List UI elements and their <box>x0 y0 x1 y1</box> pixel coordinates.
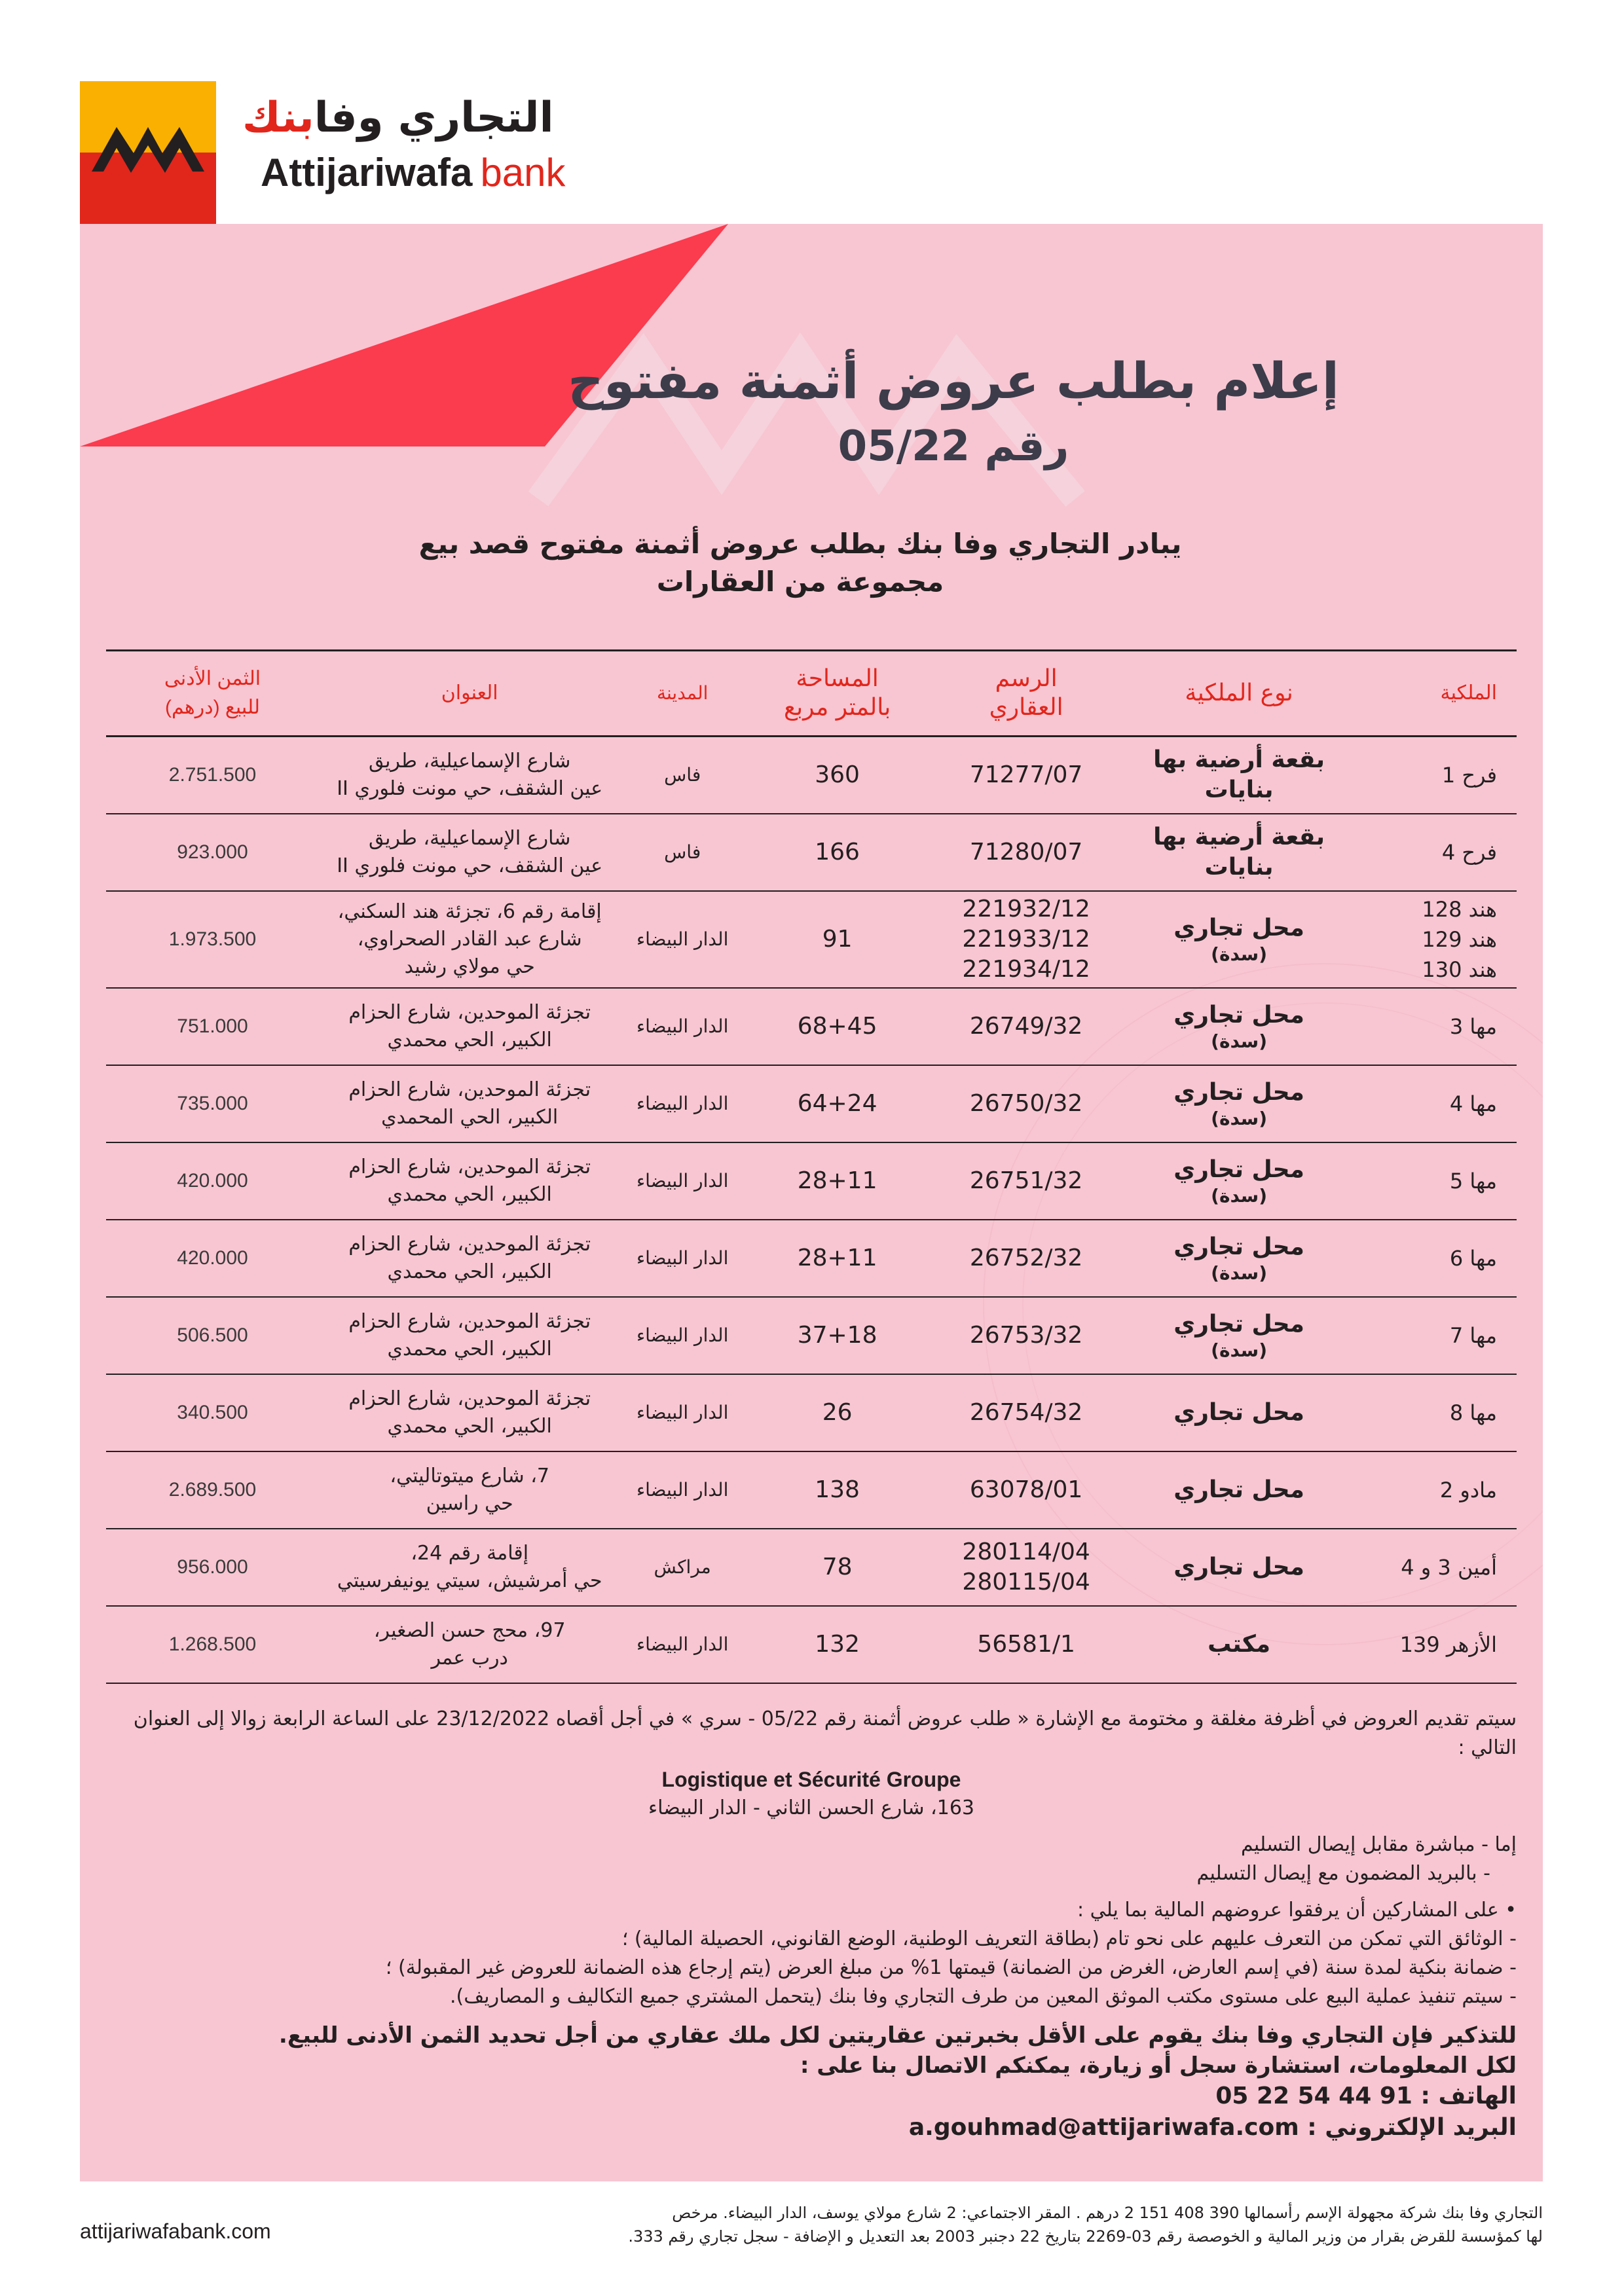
cell-price: 340.500 <box>106 1374 319 1451</box>
cell-area: 37+18 <box>745 1297 930 1374</box>
table-row <box>106 988 1517 1065</box>
cell-city: الدار البيضاء <box>620 1220 745 1297</box>
cell-type: محل تجاري <box>1122 1529 1356 1606</box>
cell-price: 420.000 <box>106 1142 319 1220</box>
cell-type: محل تجاري (سدة) <box>1122 1297 1356 1374</box>
legal-line-1: التجاري وفا بنك شركة مجهولة الإسم رأسمالها 390 408 151 2 درهم . المقر الاجتماعي: 2 شارع مولاي يوسف، الدار البيضاء. مرخص <box>672 2204 1543 2222</box>
cell-area: 138 <box>745 1451 930 1529</box>
cell-area: 91 <box>745 891 930 988</box>
cell-type: محل تجاري (سدة) <box>1122 1220 1356 1297</box>
header-address: العنوان <box>319 651 620 737</box>
phone-number[interactable]: 05 22 54 44 91 <box>1215 2083 1412 2109</box>
cell-address: إقامة رقم 24، حي أمرشيش، سيتي يونيفرسيتي <box>319 1529 620 1606</box>
cell-price: 735.000 <box>106 1065 319 1142</box>
intro-line-1: يبادر التجاري وفا بنك بطلب عروض أثمنة مفتوح قصد بيع <box>418 528 1182 560</box>
cell-mulk: مها 7 <box>1356 1297 1517 1374</box>
cell-address: تجزئة الموحدين، شارع الحزام الكبير، الحي محمدي <box>319 1220 620 1297</box>
cell-address: إقامة رقم 6، تجزئة هند السكني، شارع عبد القادر الصحراوي، حي مولاي رشيد <box>319 891 620 988</box>
cell-type: محل تجاري (سدة) <box>1122 988 1356 1065</box>
cell-city: الدار البيضاء <box>620 891 745 988</box>
table-row <box>106 1606 1517 1683</box>
cell-address: تجزئة الموحدين، شارع الحزام الكبير، الحي المحمدي <box>319 1065 620 1142</box>
table-header-row <box>106 651 1517 737</box>
table-row <box>106 1297 1517 1374</box>
cell-mulk: مها 4 <box>1356 1065 1517 1142</box>
cell-area: 26 <box>745 1374 930 1451</box>
department-name: Logistique et Sécurité Groupe <box>661 1768 961 1791</box>
cell-address: تجزئة الموحدين، شارع الحزام الكبير، الحي محمدي <box>319 1374 620 1451</box>
cell-mulk: مها 5 <box>1356 1142 1517 1220</box>
attijariwafa-logo <box>80 81 216 224</box>
cell-city: فاس <box>620 814 745 891</box>
brand-latin-bank: bank <box>480 151 566 194</box>
announcement-panel <box>80 224 1543 2181</box>
brand-arabic-text: التجاري وفا <box>314 94 554 142</box>
cell-city: الدار البيضاء <box>620 1142 745 1220</box>
cell-address: 97، محج حسن الصغير، درب عمر <box>319 1606 620 1683</box>
cell-city: الدار البيضاء <box>620 1065 745 1142</box>
submission-line-2: التالي : <box>1458 1736 1517 1759</box>
cell-ref: 26753/32 <box>930 1297 1122 1374</box>
requirement-item: - سيتم تنفيذ عملية البيع على مستوى مكتب الموثق المعين من طرف التجاري وفا بنك (يتحمل المشتري جميع التكاليف و المصاريف). <box>450 1985 1517 2008</box>
cell-mulk: أمين 3 و 4 <box>1356 1529 1517 1606</box>
cell-ref: 71280/07 <box>930 814 1122 891</box>
cell-mulk: الأزهر 139 <box>1356 1606 1517 1683</box>
cell-city: فاس <box>620 737 745 814</box>
cell-mulk: هند 128 هند 129 هند 130 <box>1356 891 1517 988</box>
cell-price: 420.000 <box>106 1220 319 1297</box>
cell-address: شارع الإسماعيلية، طريق عين الشقف، حي مونت فلوري II <box>319 737 620 814</box>
cell-price: 1.268.500 <box>106 1606 319 1683</box>
legal-notice <box>393 2201 1543 2248</box>
website-link[interactable]: attijariwafabank.com <box>80 2219 271 2243</box>
table-row <box>106 814 1517 891</box>
requirement-item: - ضمانة بنكية لمدة سنة (في إسم العارض، الغرض من الضمانة) قيمتها 1% من مبلغ العرض (يتم إرجاع هذه الضمانة للعروض غير المقبولة) ؛ <box>385 1956 1517 1979</box>
table-row <box>106 1374 1517 1451</box>
cell-city: الدار البيضاء <box>620 1297 745 1374</box>
cell-ref: 26751/32 <box>930 1142 1122 1220</box>
cell-ref: 26752/32 <box>930 1220 1122 1297</box>
cell-type: محل تجاري (سدة) <box>1122 891 1356 988</box>
page-title: إعلام بطلب عروض أثمنة مفتوح <box>568 352 1339 410</box>
email-link[interactable]: a.gouhmad@attijariwafa.com <box>908 2114 1299 2141</box>
cell-mulk: فرح 4 <box>1356 814 1517 891</box>
cell-city: مراكش <box>620 1529 745 1606</box>
table-row <box>106 1220 1517 1297</box>
cell-city: الدار البيضاء <box>620 1606 745 1683</box>
cell-price: 506.500 <box>106 1297 319 1374</box>
cell-area: 78 <box>745 1529 930 1606</box>
cell-ref: 280114/04 280115/04 <box>930 1529 1122 1606</box>
cell-type: مكتب <box>1122 1606 1356 1683</box>
cell-address: تجزئة الموحدين، شارع الحزام الكبير، الحي محمدي <box>319 1297 620 1374</box>
cell-price: 2.689.500 <box>106 1451 319 1529</box>
submission-line-1: سيتم تقديم العروض في أظرفة مغلقة و مختومة مع الإشارة « طلب عروض أثمنة رقم 05/22 - سري » في أجل أقصاه 23/12/2022 على الساعة الرابعة زوالا إلى العنوان <box>133 1707 1517 1730</box>
phone-line <box>106 2081 1517 2112</box>
cell-type: محل تجاري <box>1122 1451 1356 1529</box>
cell-ref: 56581/1 <box>930 1606 1122 1683</box>
header-ref: الرسم العقاري <box>930 651 1122 737</box>
brand-latin-name <box>261 149 566 196</box>
phone-label: الهاتف : <box>1420 2083 1517 2109</box>
legal-line-2: لها كمؤسسة للقرض بقرار من وزير المالية و الخوصصة رقم 03-2269 بتاريخ 22 دجنبر 2003 بعد التعديل و الإضافة - سجل تجاري رقم 333. <box>628 2227 1543 2246</box>
cell-mulk: مها 6 <box>1356 1220 1517 1297</box>
cell-ref: 221932/12 221933/12 221934/12 <box>930 891 1122 988</box>
tender-number: رقم 05/22 <box>838 422 1069 471</box>
header-mulk: الملكية <box>1356 651 1517 737</box>
brand-arabic-bank: بنك <box>242 94 314 142</box>
header-city: المدينة <box>620 651 745 737</box>
cell-area: 28+11 <box>745 1142 930 1220</box>
cell-ref: 26749/32 <box>930 988 1122 1065</box>
cell-ref: 26754/32 <box>930 1374 1122 1451</box>
header-type: نوع الملكية <box>1122 651 1356 737</box>
cell-address: تجزئة الموحدين، شارع الحزام الكبير، الحي محمدي <box>319 1142 620 1220</box>
cell-area: 68+45 <box>745 988 930 1065</box>
intro-line-2: مجموعة من العقارات <box>656 566 944 598</box>
table-row <box>106 1529 1517 1606</box>
cell-city: الدار البيضاء <box>620 1451 745 1529</box>
cell-type: محل تجاري (سدة) <box>1122 1065 1356 1142</box>
cell-type: محل تجاري <box>1122 1374 1356 1451</box>
cell-type: بقعة أرضية بها بنايات <box>1122 814 1356 891</box>
cell-price: 751.000 <box>106 988 319 1065</box>
email-line <box>106 2112 1517 2143</box>
cell-mulk: مها 8 <box>1356 1374 1517 1451</box>
requirements-intro: • على المشاركين أن يرفقوا عروضهم المالية بما يلي : <box>1077 1899 1517 1922</box>
cell-area: 64+24 <box>745 1065 930 1142</box>
tender-conditions <box>106 1705 1517 2143</box>
requirement-item: - الوثائق التي تمكن من التعرف عليهم على نحو تام (بطاقة التعريف الوطنية، الوضع القانوني، الحصيلة المالية) ؛ <box>621 1927 1517 1950</box>
cell-ref: 26750/32 <box>930 1065 1122 1142</box>
brand-arabic-name <box>242 92 583 144</box>
cell-mulk: مها 3 <box>1356 988 1517 1065</box>
table-row <box>106 737 1517 814</box>
email-label: البريد الإلكتروني : <box>1307 2114 1517 2141</box>
cell-area: 132 <box>745 1606 930 1683</box>
cell-ref: 71277/07 <box>930 737 1122 814</box>
cell-price: 956.000 <box>106 1529 319 1606</box>
table-row <box>106 1142 1517 1220</box>
brand-latin-text: Attijariwafa <box>261 151 473 194</box>
delivery-option-1: إما - مباشرة مقابل إيصال التسليم <box>1240 1833 1517 1856</box>
reminder-text: للتذكير فإن التجاري وفا بنك يقوم على الأقل بخبرتين عقاريتين لكل ملك عقاري من أجل تحديد الثمن الأدنى للبيع. <box>278 2022 1517 2049</box>
info-text: لكل المعلومات، استشارة سجل أو زيارة، يمكنكم الاتصال بنا على : <box>800 2052 1517 2079</box>
cell-price: 1.973.500 <box>106 891 319 988</box>
delivery-option-2: - بالبريد المضمون مع إيصال التسليم <box>1196 1862 1490 1885</box>
properties-table <box>106 649 1517 1684</box>
cell-type: محل تجاري (سدة) <box>1122 1142 1356 1220</box>
intro-text <box>342 525 1259 601</box>
cell-address: 7، شارع ميتوتاليتي، حي راسين <box>319 1451 620 1529</box>
cell-city: الدار البيضاء <box>620 988 745 1065</box>
cell-mulk: فرح 1 <box>1356 737 1517 814</box>
cell-address: شارع الإسماعيلية، طريق عين الشقف، حي مونت فلوري II <box>319 814 620 891</box>
cell-city: الدار البيضاء <box>620 1374 745 1451</box>
table-row <box>106 1065 1517 1142</box>
cell-area: 360 <box>745 737 930 814</box>
header-price: الثمن الأدنى للبيع (درهم) <box>106 651 319 737</box>
cell-mulk: مادو 2 <box>1356 1451 1517 1529</box>
cell-ref: 63078/01 <box>930 1451 1122 1529</box>
cell-address: تجزئة الموحدين، شارع الحزام الكبير، الحي محمدي <box>319 988 620 1065</box>
cell-price: 2.751.500 <box>106 737 319 814</box>
delivery-address: 163، شارع الحسن الثاني - الدار البيضاء <box>648 1796 974 1819</box>
cell-price: 923.000 <box>106 814 319 891</box>
cell-area: 166 <box>745 814 930 891</box>
cell-type: بقعة أرضية بها بنايات <box>1122 737 1356 814</box>
header-area: المساحة بالمتر مربع <box>745 651 930 737</box>
cell-area: 28+11 <box>745 1220 930 1297</box>
table-row <box>106 891 1517 988</box>
table-row <box>106 1451 1517 1529</box>
